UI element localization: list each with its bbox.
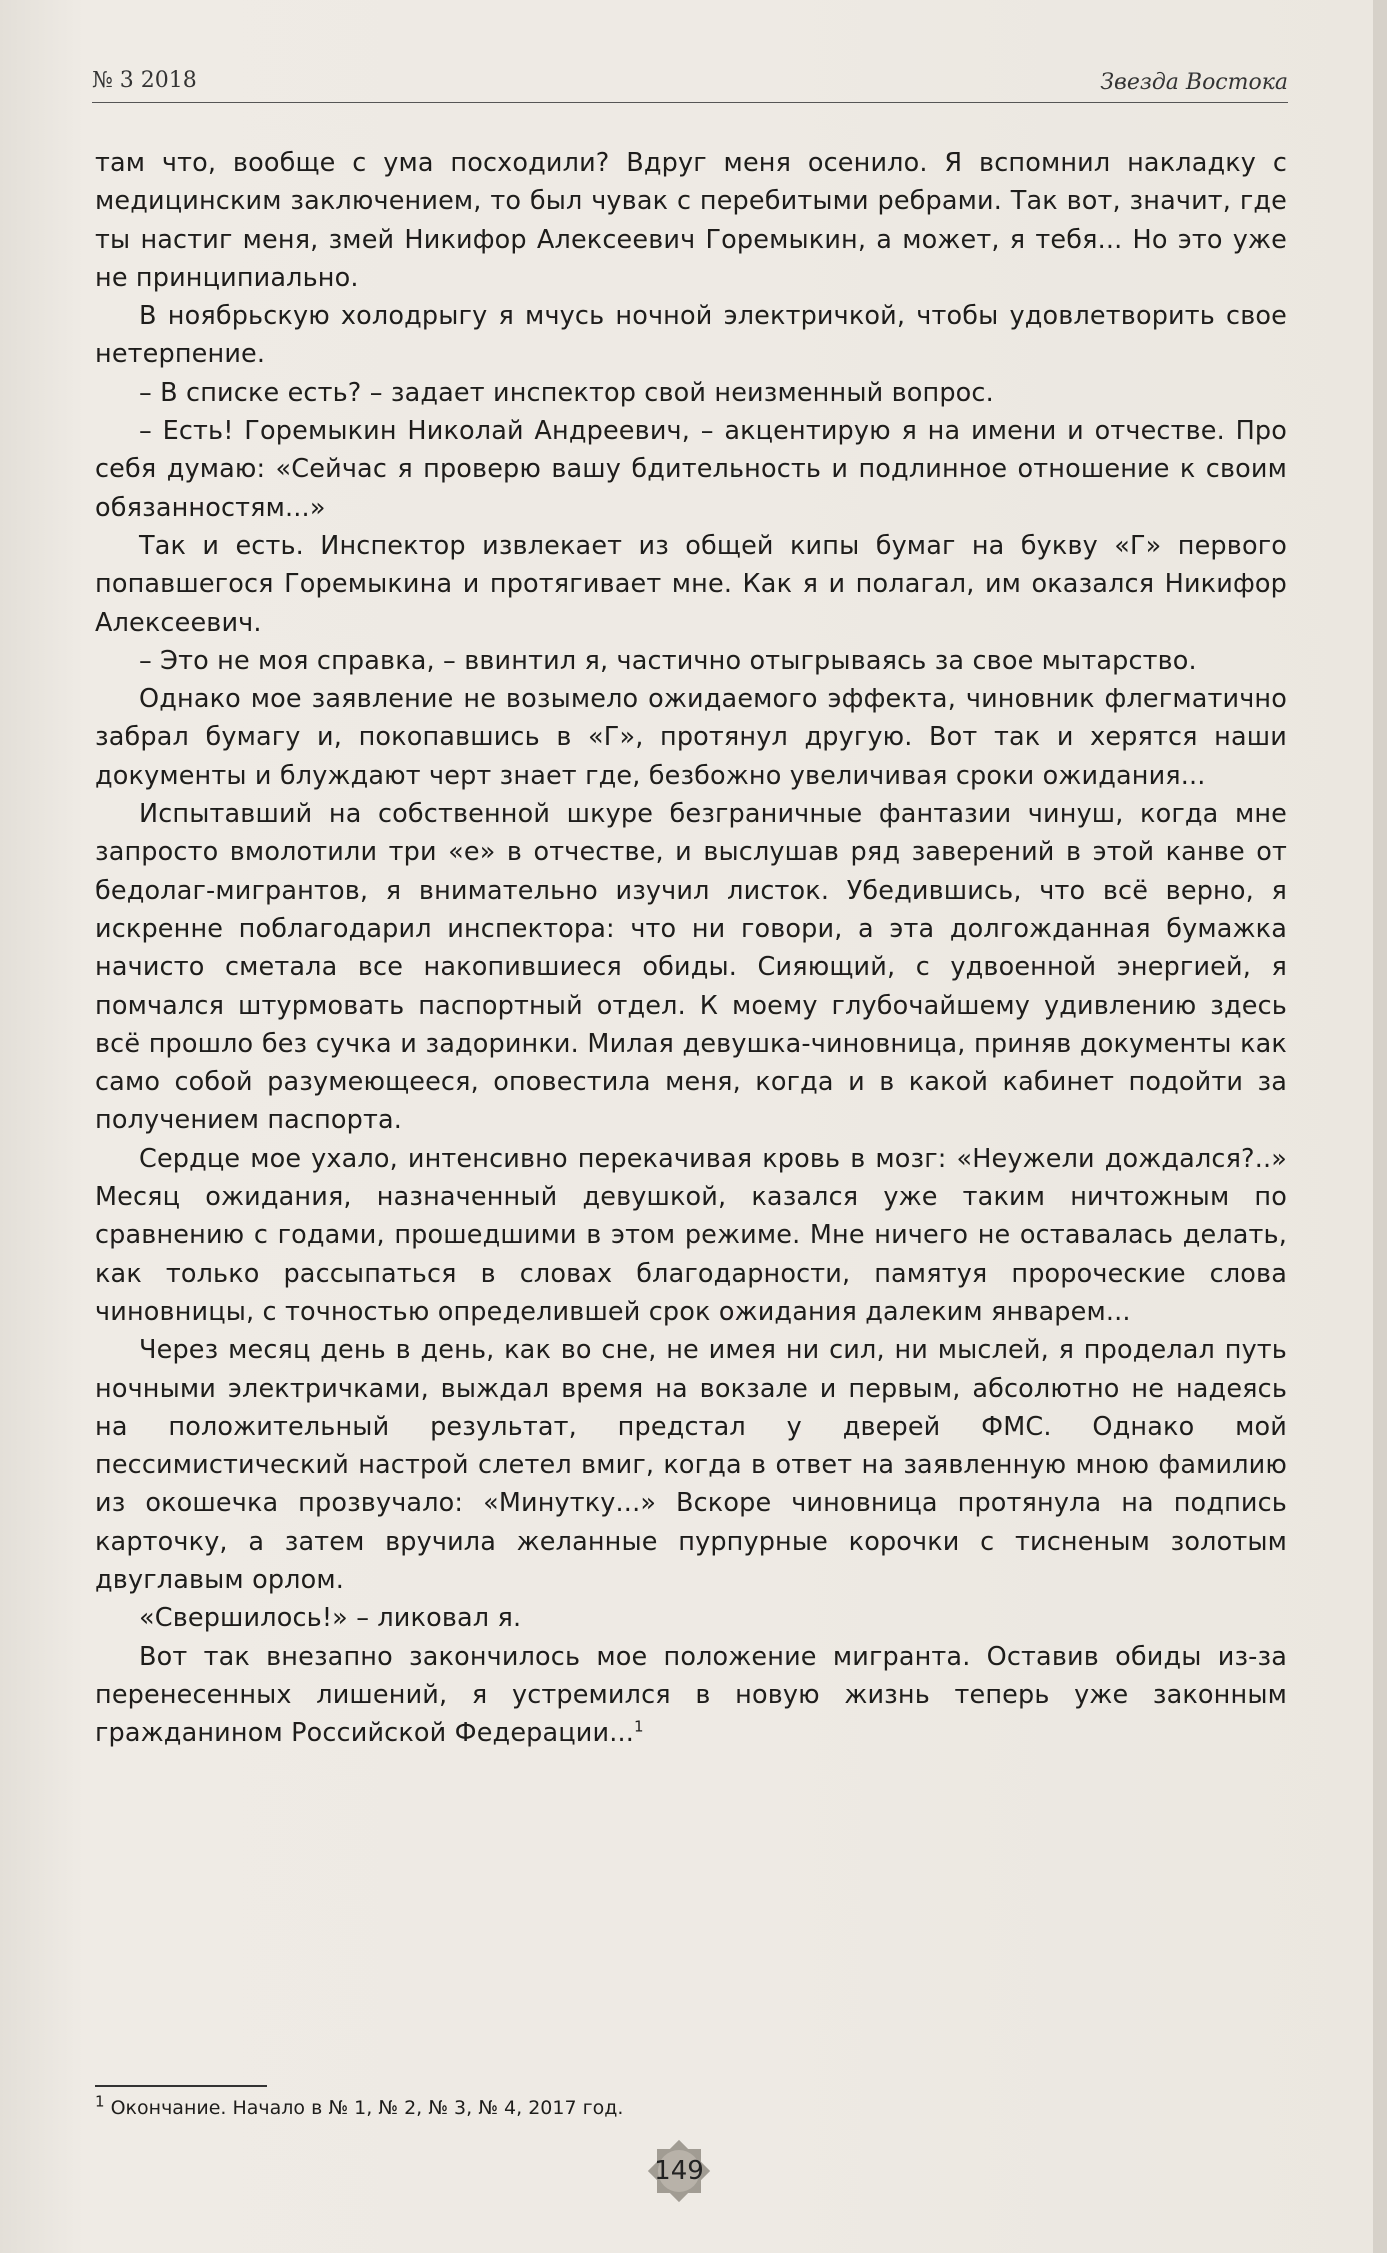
- paragraph: Испытавший на собственной шкуре безграничные фантазии чинуш, когда мне запросто вмолотили три «е» в отчестве, и выслушав ряд заверений в этой канве от бедолаг-мигрантов, я внимательно изучил листок. Убедившись, что всё верно, я искренне поблагодарил инспектора: что ни говори, а эта долгожданная бумажка начисто сметала все накопившиеся обиды. Сияющий, с удвоенной энергией, я помчался штурмовать паспортный отдел. К моему глубочайшему удивлению здесь всё прошло без сучка и задоринки. Милая девушка-чиновница, приняв документы как само собой разумеющееся, оповестила меня, когда и в какой кабинет подойти за получением паспорта.: [95, 799, 1287, 1136]
- paragraph: «Свершилось!» – ликовал я.: [139, 1603, 522, 1634]
- article-body: [95, 144, 1287, 1752]
- footnote: [95, 2094, 995, 2122]
- paragraph: Через месяц день в день, как во сне, не имея ни сил, ни мыслей, я проделал путь ночными электричками, выждал время на вокзале и первым, абсолютно не надеясь на положительный результат, предстал у дверей ФМС. Однако мой пессимистический настрой слетел вмиг, когда в ответ на заявленную мною фамилию из окошечка прозвучало: «Минутку...» Вскоре чиновница протянула на подпись карточку, а затем вручила желанные пурпурные корочки с тисненым золотым двуглавым орлом.: [95, 1335, 1287, 1595]
- paragraph: – Есть! Горемыкин Николай Андреевич, – акцентирую я на имени и отчестве. Про себя думаю: «Сейчас я проверю вашу бдительность и подлинное отношение к своим обязанностям...»: [95, 416, 1287, 523]
- paragraph: – В списке есть? – задает инспектор свой неизменный вопрос.: [139, 377, 994, 408]
- page-edge-shadow: [1373, 0, 1387, 2253]
- page-number-badge: [643, 2135, 715, 2207]
- paragraph: В ноябрьскую холодрыгу я мчусь ночной электричкой, чтобы удовлетворить свое нетерпение.: [95, 301, 1287, 370]
- issue-number: № 3 2018: [92, 68, 197, 93]
- paragraph-last-text: Вот так внезапно закончилось мое положение мигранта. Оставив обиды из-за перенесенных лишений, я устремился в новую жизнь теперь уже законным гражданином Российской Федерации...: [95, 1641, 1287, 1749]
- paragraph: – Это не моя справка, – ввинтил я, частично отыгрываясь за свое мытарство.: [139, 645, 1197, 676]
- footnote-rule: [95, 2085, 267, 2087]
- footnote-text: Окончание. Начало в № 1, № 2, № 3, № 4, 2017 год.: [110, 2097, 624, 2119]
- footnote-reference[interactable]: 1: [634, 1717, 644, 1736]
- paragraph: Однако мое заявление не возымело ожидаемого эффекта, чиновник флегматично забрал бумагу и, покопавшись в «Г», протянул другую. Вот так и херятся наши документы и блуждают черт знает где, безбожно увеличивая сроки ожидания...: [95, 684, 1287, 791]
- header-rule: [92, 102, 1288, 103]
- paragraph-last: [95, 1638, 1287, 1753]
- paragraph: Так и есть. Инспектор извлекает из общей кипы бумаг на букву «Г» первого попавшегося Горемыкина и протягивает мне. Как я и полагал, им оказался Никифор Алексеевич.: [95, 530, 1287, 638]
- running-header: [92, 66, 1288, 106]
- paragraph: Сердце мое ухало, интенсивно перекачивая кровь в мозг: «Неужели дождался?..» Месяц ожидания, назначенный девушкой, казался уже таким ничтожным по сравнению с годами, прошедшими в этом режиме. Мне ничего не оставалась делать, как только рассыпаться в словах благодарности, памятуя пророческие слова чиновницы, с точностью определившей срок ожидания далеким январем...: [95, 1143, 1287, 1327]
- page-number: 149: [654, 2156, 704, 2186]
- paragraph: там что, вообще с ума посходили? Вдруг меня осенило. Я вспомнил накладку с медицинским заключением, то был чувак с перебитыми ребрами. Так вот, значит, где ты настиг меня, змей Никифор Алексеевич Горемыкин, а может, я тебя... Но это уже не принципиально.: [95, 148, 1287, 293]
- magazine-title: Звезда Востока: [1100, 70, 1288, 95]
- footnote-mark: 1: [95, 2092, 105, 2111]
